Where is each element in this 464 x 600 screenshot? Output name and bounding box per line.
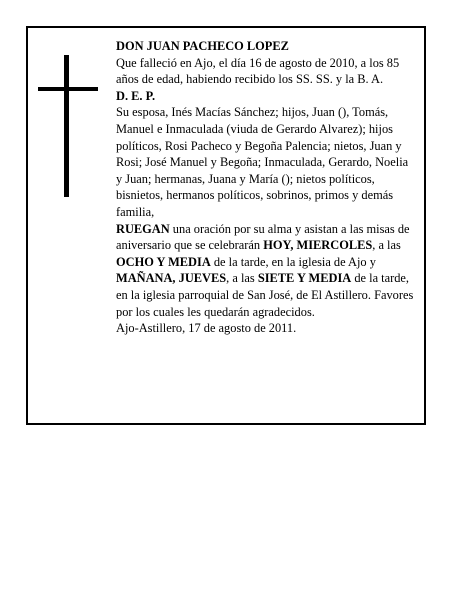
second-mass-time: SIETE Y MEDIA <box>257 271 352 286</box>
request-text-3: de la tarde, en la iglesia de Ajo y <box>210 254 376 269</box>
place-date: Ajo-Astillero, 17 de agosto de 2011. <box>116 321 297 336</box>
second-mass-day: MAÑANA, JUEVES <box>116 271 227 286</box>
request-text-5: de la tarde, en la iglesia parroquial de San José, de El Astillero. Favores por los cuales les quedarán agradecidos. <box>116 271 414 319</box>
death-notice: Que falleció en Ajo, el día 16 de agosto de 2010, a los 85 años de edad, habiendo recibido los SS. SS. y la B. A. <box>116 55 400 87</box>
obituary-text <box>116 38 414 337</box>
request-text-1: una oración por su alma y asistan a las misas de aniversario que se celebrarán <box>116 221 410 253</box>
cross-vertical-bar <box>64 55 69 197</box>
cross-icon <box>38 55 98 197</box>
first-mass-time: OCHO Y MEDIA <box>116 254 211 269</box>
deceased-name: DON JUAN PACHECO LOPEZ <box>116 39 289 53</box>
family-list: Su esposa, Inés Macías Sánchez; hijos, Juan (), Tomás, Manuel e Inmaculada (viuda de Gerardo Alvarez); hijos políticos, Rosi Pacheco y Begoña Palencia; nietos, Juan y Rosi; José Manuel y Begoña; Inmaculada, Gerardo, Noelia y Juan; hermanas, Juana y María (); nietos políticos, bisnietos, hermanos políticos, sobrinos, primos y demás familia, <box>116 105 409 219</box>
first-mass-day: HOY, MIERCOLES <box>263 238 373 253</box>
ruegan-word: RUEGAN <box>116 221 170 236</box>
dep-label: D. E. P. <box>116 88 156 103</box>
obituary-notice <box>26 26 426 425</box>
request-paragraph <box>116 221 414 321</box>
cross-horizontal-bar <box>38 87 98 91</box>
request-text-4: , a las <box>226 271 258 286</box>
request-text-2: , a las <box>372 238 401 253</box>
